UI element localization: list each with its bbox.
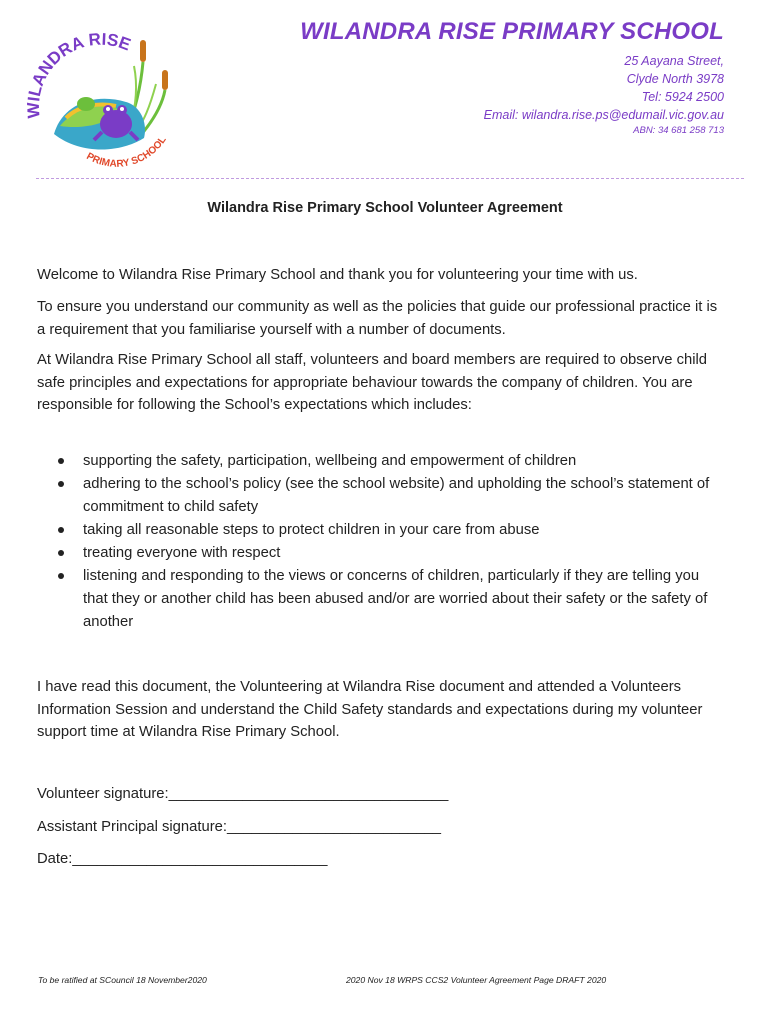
address-street: 25 Aayana Street,: [624, 54, 724, 68]
list-item-text: treating everyone with respect: [83, 545, 281, 561]
expectations-list: [56, 450, 716, 634]
list-item-text: taking all reasonable steps to protect children in your care from abuse: [83, 522, 540, 538]
footer-ratification-note: To be ratified at SCouncil 18 November2020: [38, 975, 207, 985]
welcome-paragraph: Welcome to Wilandra Rise Primary School and thank you for volunteering your time with us.: [37, 267, 638, 283]
telephone: Tel: 5924 2500: [641, 90, 724, 104]
list-item: [56, 542, 716, 565]
logo-graphic: [22, 26, 182, 176]
bullet-icon: [58, 527, 64, 533]
responsibilities-paragraph: At Wilandra Rise Primary School all staff, volunteers and board members are required to observe child safe principles and expectations for appropriate behaviour towards the company of children. You are responsible for following the School’s expectations which includes:: [37, 352, 708, 413]
bullet-icon: [58, 458, 64, 464]
list-item: [56, 565, 716, 634]
list-item-text: adhering to the school’s policy (see the school website) and upholding the school’s statement of commitment to child safety: [83, 476, 710, 515]
assistant-principal-signature-field[interactable]: Assistant Principal signature:__________________________: [37, 819, 441, 835]
header-divider: [36, 178, 744, 179]
acknowledgement-paragraph: I have read this document, the Volunteering at Wilandra Rise document and attended a Volunteers Information Session and understand the Child Safety standards and expectations during my volunteer support time at Wilandra Rise Primary School.: [37, 679, 703, 740]
document-title: Wilandra Rise Primary School Volunteer Agreement: [207, 200, 563, 216]
address-suburb: Clyde North 3978: [626, 72, 724, 86]
abn: ABN: 34 681 258 713: [633, 125, 724, 136]
email: Email: wilandra.rise.ps@edumail.vic.gov.au: [483, 108, 724, 122]
footer-document-reference: 2020 Nov 18 WRPS CCS2 Volunteer Agreement Page DRAFT 2020: [346, 975, 607, 985]
bullet-icon: [58, 481, 64, 487]
logo-text-bottom: PRIMARY SCHOOL: [84, 134, 169, 170]
list-item: [56, 473, 716, 519]
school-address: [484, 52, 724, 138]
list-item: [56, 519, 716, 542]
date-field[interactable]: Date:_______________________________: [37, 851, 328, 867]
bullet-icon: [58, 573, 64, 579]
list-item-text: listening and responding to the views or concerns of children, particularly if they are telling you that they or another child has been abused and/or are worried about their safety or the safety of another: [83, 568, 708, 630]
bullet-icon: [58, 550, 64, 556]
list-item: [56, 450, 716, 473]
logo-text-top: WILANDRA RISE: [23, 29, 134, 119]
school-name: WILANDRA RISE PRIMARY SCHOOL: [300, 18, 724, 45]
school-logo: [22, 26, 182, 176]
documents-paragraph: To ensure you understand our community as well as the policies that guide our professional practice it is a requirement that you familiarise yourself with a number of documents.: [37, 299, 718, 338]
list-item-text: supporting the safety, participation, wellbeing and empowerment of children: [83, 453, 577, 469]
volunteer-signature-field[interactable]: Volunteer signature:__________________________________: [37, 786, 449, 802]
